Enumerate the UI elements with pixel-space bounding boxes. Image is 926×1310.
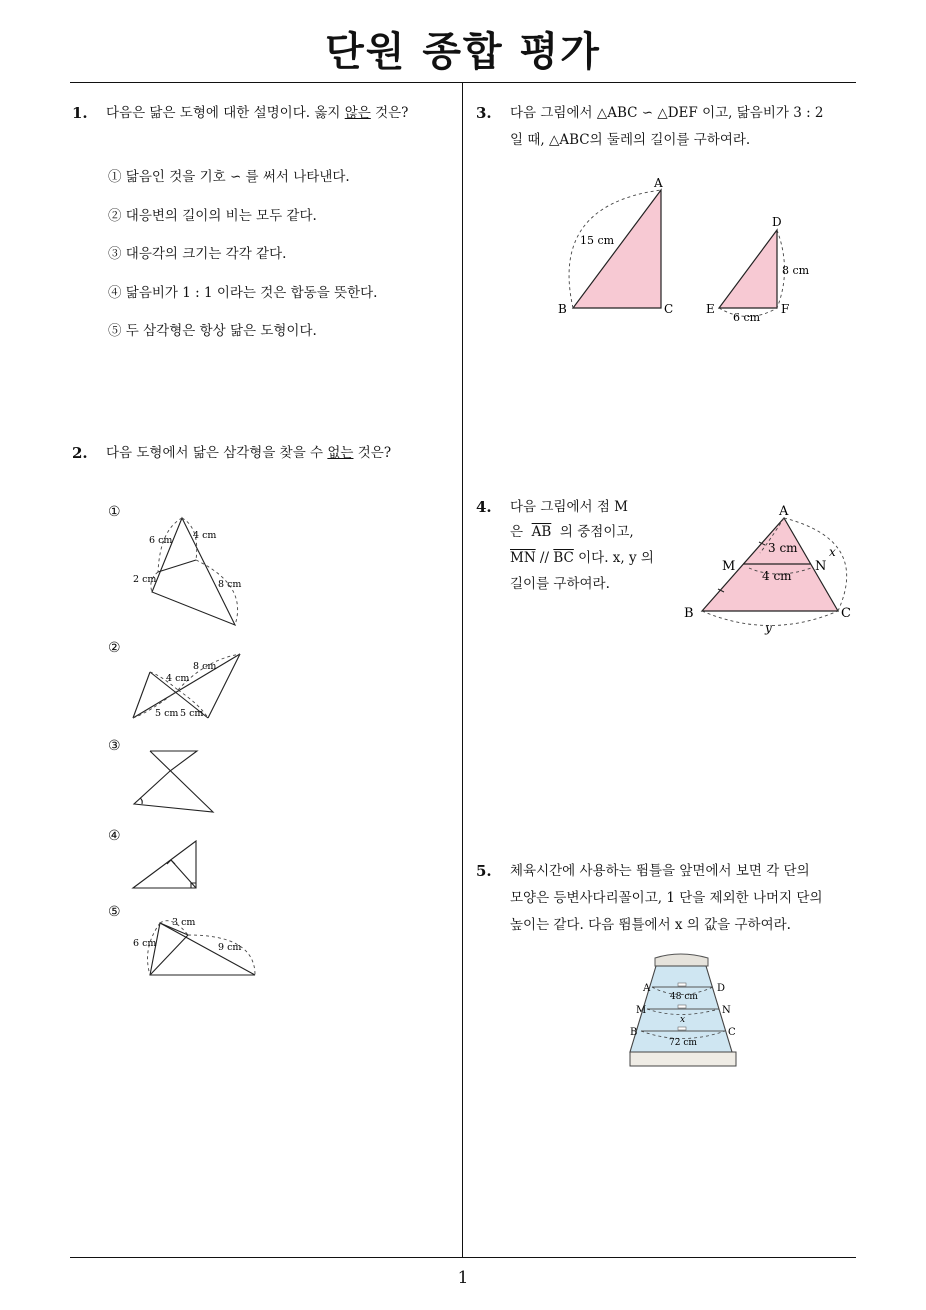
q4-label-M: M — [722, 559, 736, 574]
q5-label-D: D — [717, 983, 726, 994]
q1-choice-1[interactable]: ① 닮음인 것을 기호 ∽ 를 써서 나타낸다. — [108, 169, 350, 185]
q3-number: 3. — [476, 104, 492, 122]
q4-length-an: 3 cm — [768, 541, 798, 555]
q3-label-A: A — [654, 176, 663, 190]
q1-stem-before: 다음은 닮은 도형에 대한 설명이다. 옳지 — [106, 105, 345, 121]
q2-fig2-label-c: 5 cm — [155, 708, 179, 719]
q5-length-bc: 72 cm — [669, 1038, 697, 1048]
q5-number: 5. — [476, 862, 492, 880]
q5-line-2: 모양은 등변사다리꼴이고, 1 단을 제외한 나머지 단의 — [510, 890, 823, 906]
q5-label-x: x — [680, 1015, 686, 1025]
q2-choice-2-mark[interactable]: ② — [108, 640, 121, 656]
q4-label-A: A — [779, 504, 789, 519]
q2-fig2-label-d: 5 cm — [180, 708, 204, 719]
q4-segment-bc: $\overline{BC}$ — [553, 550, 574, 566]
q4-line-2-b: 의 중점이고, — [559, 524, 634, 540]
q4-label-B: B — [684, 606, 694, 621]
q2-fig5-label-c: 9 cm — [218, 942, 242, 953]
q2-fig5-label-a: 3 cm — [172, 917, 196, 928]
q1-stem-after: 것은? — [370, 105, 409, 121]
q3-line-2: 일 때, △ABC의 둘레의 길이를 구하여라. — [510, 132, 751, 148]
q2-fig1-label-a: 6 cm — [149, 535, 173, 546]
q4-length-mn: 4 cm — [762, 569, 792, 583]
q3-line-1: 다음 그림에서 △ABC ∽ △DEF 이고, 닮음비가 3 : 2 — [510, 105, 824, 121]
q5-line-3: 높이는 같다. 다음 뜀틀에서 x 의 값을 구하여라. — [510, 917, 791, 933]
q5-label-M: M — [636, 1005, 647, 1016]
page-title: 단원 종합 평가 — [325, 29, 601, 75]
q1-choice-5[interactable]: ⑤ 두 삼각형은 항상 닮은 도형이다. — [108, 323, 317, 339]
q2-stem-underlined: 없는 — [327, 445, 354, 461]
q2-choice-3-mark[interactable]: ③ — [108, 738, 121, 754]
q2-fig1-label-d: 8 cm — [218, 579, 242, 590]
q3-label-E: E — [706, 302, 715, 316]
q5-label-N: N — [722, 1005, 731, 1016]
q4-label-y: y — [765, 621, 772, 635]
q2-fig2-label-b: 8 cm — [193, 661, 217, 672]
q3-label-C: C — [664, 302, 674, 316]
q4-parallel-sign: // — [535, 550, 554, 566]
q4-line-2-a: 은 — [510, 524, 524, 540]
q2-fig2-label-a: 4 cm — [166, 673, 190, 684]
q5-label-A: A — [643, 983, 651, 994]
q2-choice-5-mark[interactable]: ⑤ — [108, 904, 121, 920]
q4-label-x: x — [829, 545, 836, 559]
q3-label-B: B — [558, 302, 567, 316]
q3-length-ef: 6 cm — [733, 311, 761, 324]
q4-line-3-b: 이다. x, y 의 — [573, 550, 654, 566]
q5-line-1: 체육시간에 사용하는 뜀틀을 앞면에서 보면 각 단의 — [510, 863, 810, 879]
q4-line-1: 다음 그림에서 점 M — [510, 499, 628, 515]
q1-number: 1. — [72, 104, 88, 122]
q4-segment-ab: $\overline{AB}$ — [531, 524, 552, 540]
q2-fig1-label-c: 2 cm — [133, 574, 157, 585]
q1-choice-2[interactable]: ② 대응변의 길이의 비는 모두 같다. — [108, 208, 317, 224]
q4-line-4: 길이를 구하여라. — [510, 576, 610, 592]
q2-stem-before: 다음 도형에서 닮은 삼각형을 찾을 수 — [106, 445, 328, 461]
q4-segment-mn: $\overline{MN}$ — [510, 550, 536, 566]
q2-stem-after: 것은? — [353, 445, 392, 461]
q2-choice-1-mark[interactable]: ① — [108, 504, 121, 520]
q3-length-ab: 15 cm — [580, 234, 615, 247]
q2-fig1-label-b: 4 cm — [193, 530, 217, 541]
q5-label-B: B — [630, 1027, 638, 1038]
q5-label-C: C — [728, 1027, 736, 1038]
q2-number: 2. — [72, 444, 88, 462]
q4-number: 4. — [476, 498, 492, 516]
q1-choice-3[interactable]: ③ 대응각의 크기는 각각 같다. — [108, 246, 287, 262]
q1-stem-underlined: 않은 — [344, 105, 371, 121]
q3-label-D: D — [772, 215, 782, 229]
q5-length-ad: 48 cm — [670, 992, 698, 1002]
q4-label-N: N — [815, 559, 827, 574]
q4-label-C: C — [841, 606, 851, 621]
q3-label-F: F — [781, 302, 790, 316]
q2-choice-4-mark[interactable]: ④ — [108, 828, 121, 844]
q1-choice-4[interactable]: ④ 닮음비가 1 : 1 이라는 것은 합동을 뜻한다. — [108, 285, 378, 301]
q2-fig5-label-b: 6 cm — [133, 938, 157, 949]
q3-length-df: 8 cm — [782, 264, 810, 277]
page-number: 1 — [457, 1268, 469, 1288]
